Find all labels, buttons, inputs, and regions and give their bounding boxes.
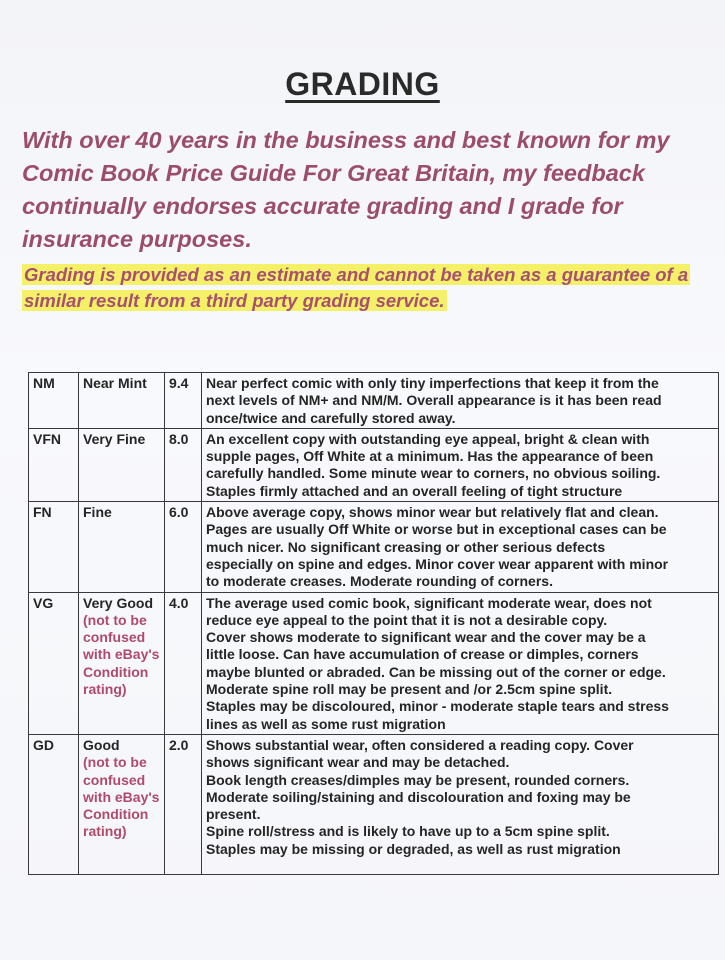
grade-code: NM (29, 373, 79, 429)
description-line: Cover shows moderate to significant wear and the cover may be a (206, 629, 646, 646)
description-line: Book length creases/dimples may be present, rounded corners. (206, 771, 630, 788)
description-line: Above average copy, shows minor wear but relatively flat and clean. (206, 504, 659, 521)
description-line: Near perfect comic with only tiny imperfections that keep it from the (206, 375, 659, 391)
description-line: maybe blunted or abraded. Can be missing out of the corner or edge. (206, 663, 666, 680)
grade-name-cell (79, 734, 165, 874)
grade-name: Fine (83, 504, 112, 521)
grade-name-cell (79, 373, 165, 429)
grade-row (29, 428, 719, 501)
grade-note: (not to be confused with eBay's Condition rating) (83, 754, 160, 840)
description-line: once/twice and carefully stored away. (206, 409, 456, 426)
grade-score: 8.0 (165, 428, 202, 501)
grade-name: Near Mint (83, 375, 147, 391)
grading-table (28, 372, 719, 875)
grade-name-cell (79, 428, 165, 501)
description-line: Moderate soiling/staining and discolouration and foxing may be (206, 788, 631, 805)
grade-note: (not to be confused with eBay's Condition rating) (83, 611, 160, 698)
description-line: supple pages, Off White at a minimum. Has the appearance of been (206, 448, 654, 465)
description-line: Staples may be discoloured, minor - moderate staple tears and stress (206, 698, 669, 715)
description-line: present. (206, 806, 261, 823)
highlighted-disclaimer: Grading is provided as an estimate and cannot be taken as a guarantee of a similar result from a third party grading service. (24, 264, 689, 311)
grade-row (29, 502, 719, 592)
description-line: little loose. Can have accumulation of crease or dimples, corners (206, 646, 639, 663)
grade-description (202, 428, 719, 501)
grade-score: 6.0 (165, 502, 202, 592)
grade-name: Very Good (83, 594, 154, 611)
description-line: An excellent copy with outstanding eye appeal, bright & clean with (206, 430, 650, 447)
grade-row (29, 734, 719, 874)
description-line: lines as well as some rust migration (206, 715, 446, 732)
grade-score: 2.0 (165, 734, 202, 874)
grade-name: Good (83, 736, 120, 753)
disclaimer-text (22, 262, 712, 314)
grade-description (202, 592, 719, 734)
description-line: especially on spine and edges. Minor cover wear apparent with minor (206, 555, 669, 572)
grade-description (202, 373, 719, 429)
grade-row (29, 592, 719, 734)
grade-description (202, 734, 719, 874)
grade-code: VG (29, 592, 79, 734)
description-line: Staples firmly attached and an overall feeling of tight structure (206, 482, 623, 499)
description-line: much nicer. No significant creasing or other serious defects (206, 538, 606, 555)
description-line: The average used comic book, significant moderate wear, does not (206, 594, 652, 611)
description-line: Moderate spine roll may be present and /or 2.5cm spine split. (206, 681, 613, 698)
grade-code: VFN (29, 428, 79, 501)
description-line: next levels of NM+ and NM/M. Overall appearance is it has been read (206, 392, 662, 409)
grade-score: 4.0 (165, 592, 202, 734)
grade-code: GD (29, 734, 79, 874)
description-line: Pages are usually Off White or worse but in exceptional cases can be (206, 521, 667, 538)
grade-description (202, 502, 719, 592)
intro-text: With over 40 years in the business and best known for my Comic Book Price Guide For Great Britain, my feedback continually endorses accurate grading and I grade for insurance purposes. (22, 127, 670, 252)
description-line: reduce eye appeal to the point that it is not a desirable copy. (206, 611, 608, 628)
description-line: to moderate creases. Moderate rounding of corners. (206, 573, 553, 590)
description-line: Spine roll/stress and is likely to have up to a 5cm spine split. (206, 823, 610, 840)
grade-score: 9.4 (165, 373, 202, 429)
grade-name-cell (79, 502, 165, 592)
page-title: GRADING (285, 66, 440, 102)
description-line: shows significant wear and may be detached. (206, 754, 510, 771)
grade-code: FN (29, 502, 79, 592)
grade-name: Very Fine (83, 430, 146, 447)
grade-row (29, 373, 719, 429)
description-line: carefully handled. Some minute wear to corners, no obvious soiling. (206, 465, 661, 482)
description-line: Shows substantial wear, often considered a reading copy. Cover (206, 736, 634, 753)
description-line: Staples may be missing or degraded, as well as rust migration (206, 840, 621, 857)
grade-name-cell (79, 592, 165, 734)
